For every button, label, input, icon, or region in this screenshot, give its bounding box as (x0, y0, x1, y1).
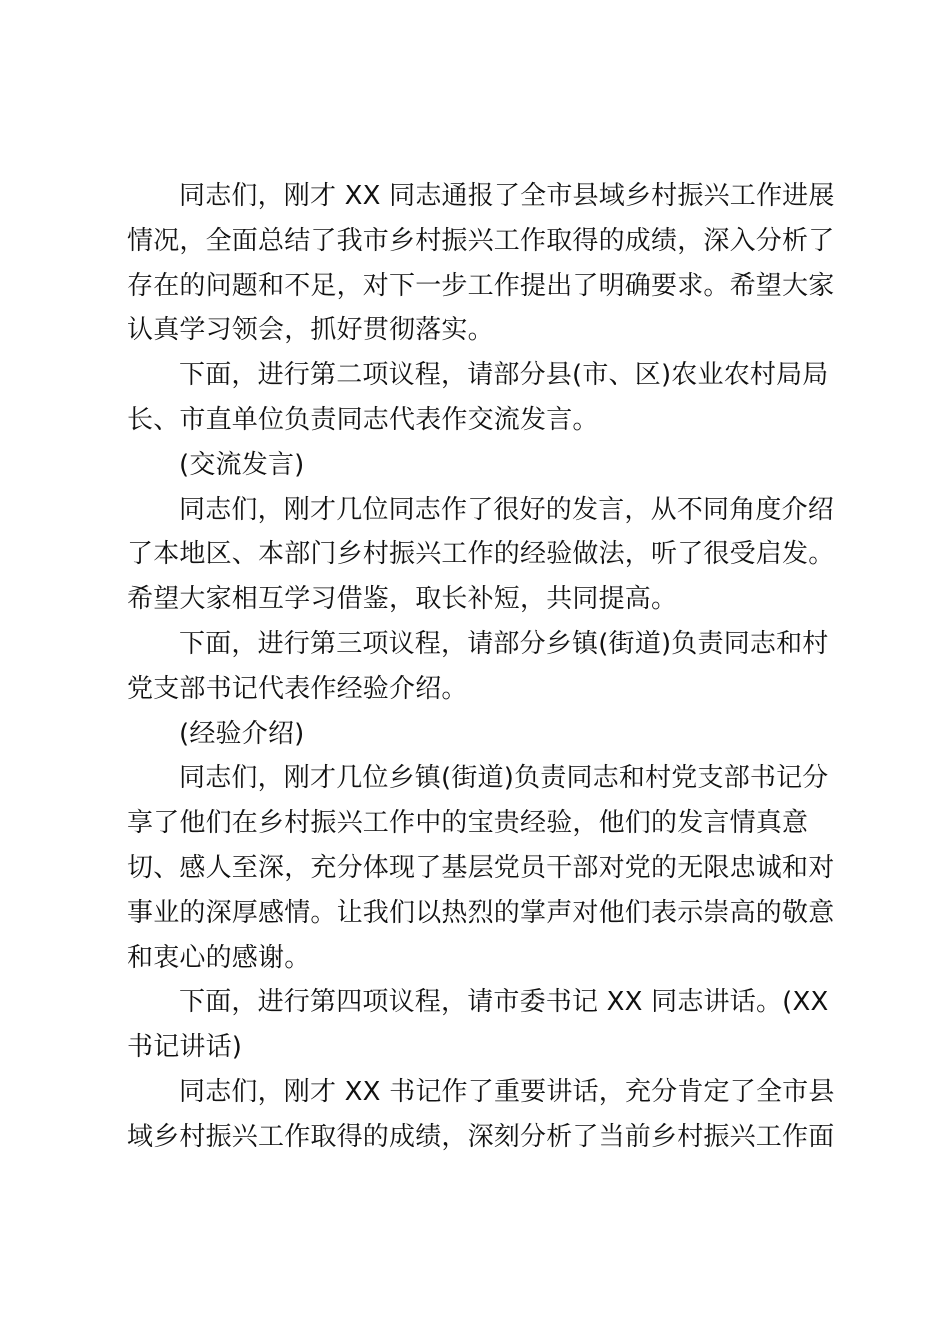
paragraph-5-line-1: 下面，进行第三项议程，请部分乡镇(街道)负责同志和村 (179, 628, 829, 659)
paragraph-9-line-1: 同志们，刚才 XX 书记作了重要讲话，充分肯定了全市县 (179, 1076, 835, 1107)
paragraph-5-line-2: 党支部书记代表作经验介绍。 (127, 673, 468, 704)
paragraph-7-line-1: 同志们，刚才几位乡镇(街道)负责同志和村党支部书记分 (179, 763, 829, 794)
paragraph-8-line-2: 书记讲话) (127, 1032, 243, 1063)
paragraph-8-line-1: 下面，进行第四项议程，请市委书记 XX 同志讲话。(XX (179, 987, 829, 1018)
paragraph-7-line-4: 事业的深厚感情。让我们以热烈的掌声对他们表示崇高的敬意 (127, 897, 835, 928)
paragraph-1 (127, 174, 835, 353)
paragraph-4 (127, 488, 835, 622)
paragraph-4-line-1: 同志们，刚才几位同志作了很好的发言，从不同角度介绍 (179, 494, 835, 525)
paragraph-9-line-2: 域乡村振兴工作取得的成绩，深刻分析了当前乡村振兴工作面 (127, 1121, 835, 1152)
paragraph-7-line-5: 和衷心的感谢。 (127, 942, 311, 973)
paragraph-2 (127, 353, 829, 443)
paragraph-8 (127, 980, 829, 1070)
paragraph-9 (127, 1070, 835, 1160)
paragraph-6 (127, 712, 822, 757)
paragraph-2-line-1: 下面，进行第二项议程，请部分县(市、区)农业农村局局 (179, 360, 829, 391)
paragraph-1-line-3: 存在的问题和不足，对下一步工作提出了明确要求。希望大家 (127, 270, 835, 301)
paragraph-1-line-2: 情况，全面总结了我市乡村振兴工作取得的成绩，深入分析了 (127, 225, 835, 256)
paragraph-7-line-2: 享了他们在乡村振兴工作中的宝贵经验，他们的发言情真意 (127, 808, 809, 839)
paragraph-7-line-3: 切、感人至深，充分体现了基层党员干部对党的无限忠诚和对 (127, 852, 835, 883)
paragraph-3-line-1: (交流发言) (179, 449, 305, 480)
paragraph-4-line-2: 了本地区、本部门乡村振兴工作的经验做法，听了很受启发。 (127, 539, 835, 570)
paragraph-1-line-1: 同志们，刚才 XX 同志通报了全市县域乡村振兴工作进展 (179, 181, 835, 211)
paragraph-5 (127, 622, 829, 712)
paragraph-3 (127, 443, 822, 488)
paragraph-7 (127, 756, 835, 980)
paragraph-1-line-4: 认真学习领会，抓好贯彻落实。 (127, 315, 494, 346)
document-body (127, 174, 835, 1160)
paragraph-6-line-1: (经验介绍) (179, 718, 305, 749)
paragraph-4-line-3: 希望大家相互学习借鉴，取长补短，共同提高。 (127, 584, 678, 615)
paragraph-2-line-2: 长、市直单位负责同志代表作交流发言。 (127, 404, 599, 435)
